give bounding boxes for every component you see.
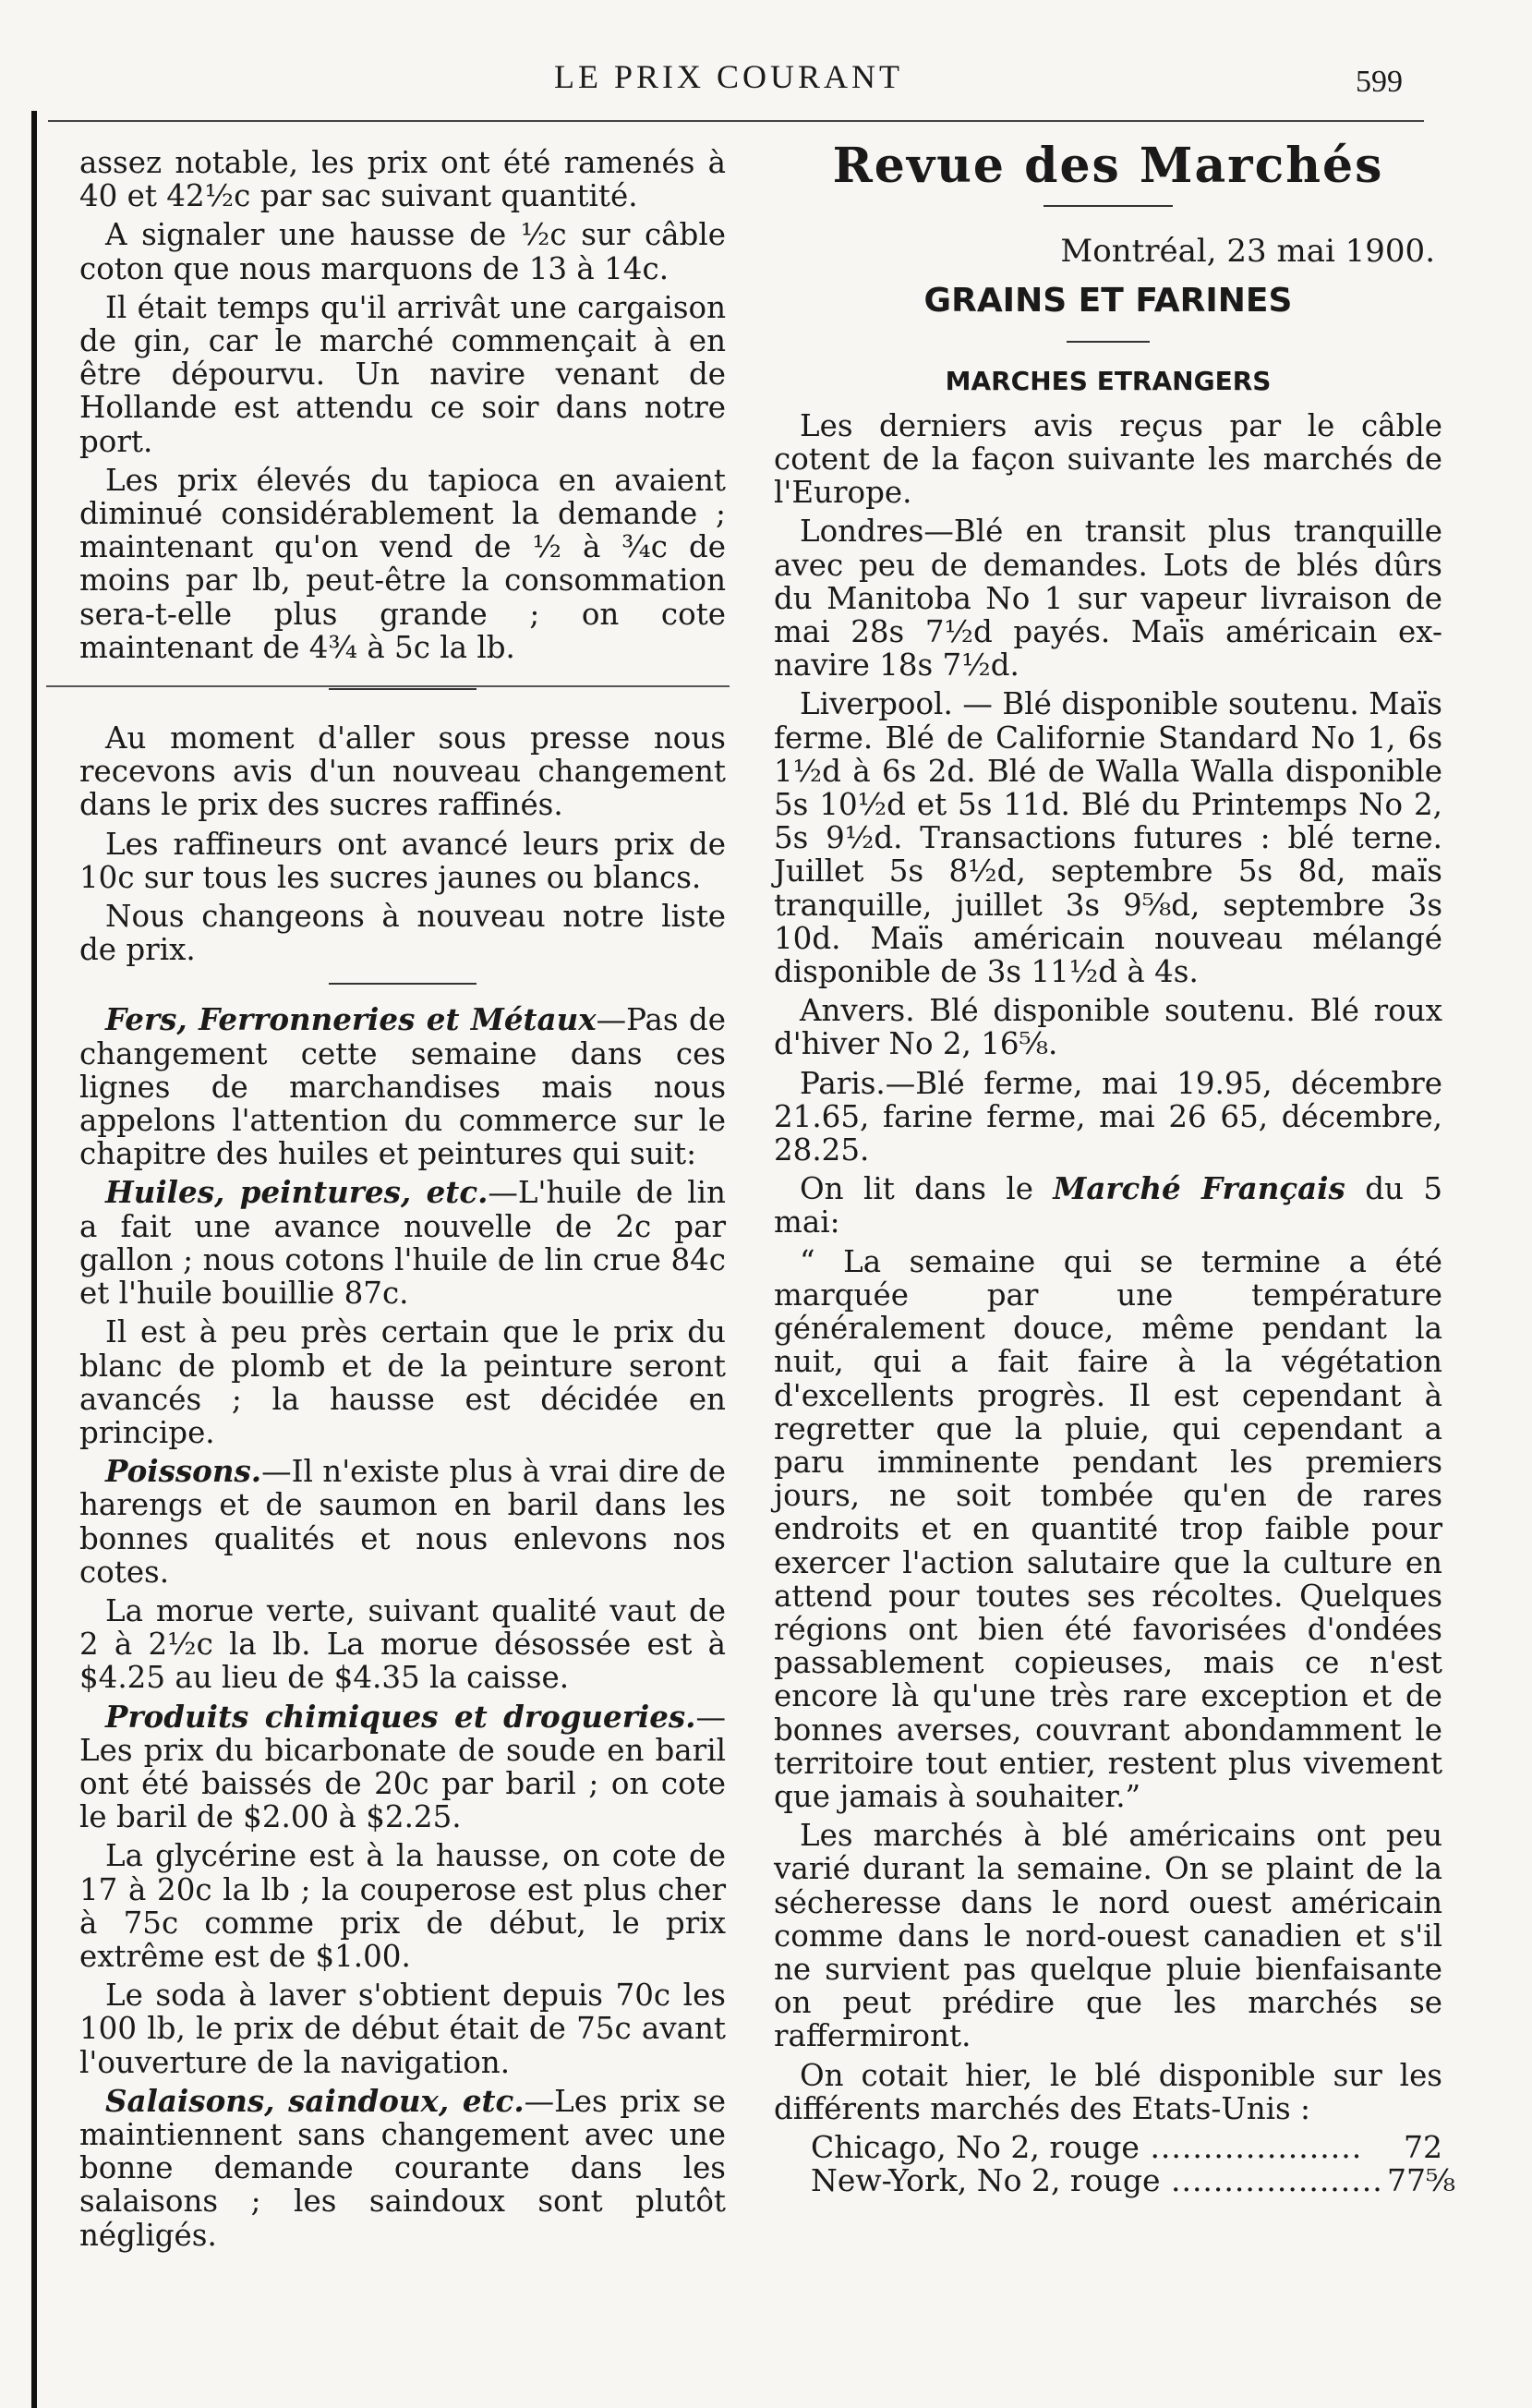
section-heading: Fers, Ferronneries et Métaux [105,1001,597,1038]
price-value: 72 [1404,2128,1442,2165]
section-text: Le soda à laver s'obtient depuis 70c les 100 lb, le prix de début était de 75c avant l'ouverture de la navigation. [79,1978,726,2080]
section-text: —Pas de changement cette semaine dans ces lignes de marchandises mais nous appelons l'attention du commerce sur le chapitre des huiles et peintures qui suit: [79,1002,726,1172]
price-row [774,2128,1442,2165]
price-value: 77⅝ [1387,2162,1455,2199]
short-rule [329,983,476,985]
paragraph: Londres—Blé en transit plus tranquille avec peu de demandes. Lots de blés dûrs du Manitoba No 1 sur vapeur livraison de mai 28s 7½d payés. Maïs américain ex-navire 18s 7½d. [774,514,1442,684]
paragraph: Il était temps qu'il arrivât une cargaison de gin, car le marché commençait à en être dépourvu. Un navire venant de Hollande est attendu ce soir dans notre port. [79,289,726,459]
price-label: Chicago, No 2, rouge ..... [811,2131,1387,2164]
quotation: “ La semaine qui se termine a été marquée par une température généralement douce, même pendant la nuit, qui a fait faire à la végétation d'excellents progrès. Il est cependant à regretter que la pluie, qui cependant a paru imminente pendant les premiers jours, ne soit tombée qu'en de rares endroits et en quantité trop faible pour exercer l'action salutaire que la culture en attend pour toutes ses récoltes. Quelques régions ont bien été favorisées d'ondées passablement copieuses, mais ce n'est encore là qu'une très rare exception et de bonnes averses, couvrant abondamment le territoire tout entier, restent plus vivement que jamais à souhaiter.” [774,1243,1442,1814]
running-title: LE PRIX COURANT [554,58,904,95]
short-rule [329,688,476,690]
short-rule [1043,205,1173,207]
section-heading: Poissons. [105,1453,262,1490]
section-title: GRAINS ET FARINES [923,282,1293,321]
paragraph: Anvers. Blé disponible soutenu. Blé roux d'hiver No 2, 16⅝. [774,993,1442,1062]
notice-paragraph: Les raffineurs ont avancé leurs prix de 10c sur tous les sucres jaunes ou blancs. [79,826,726,895]
paragraph: Liverpool. — Blé disponible soutenu. Maïs ferme. Blé de Californie Standard No 1, 6s 1½d à 6s 2d. Blé de Walla Walla disponible 5s 10½d et 5s 11d. Blé du Printemps No 2, 5s 9½d. Transactions futures : blé terne. Juillet 5s 8½d, septembre 5s 8d, maïs tranquille, juillet 3s 9⅝d, septembre 3s 10d. Maïs américain nouveau mélangé disponible de 3s 11½d à 4s. [774,686,1442,990]
paragraph: Les marchés à blé américains ont peu varié durant la semaine. On se plaint de la sécheresse dans le nord ouest américain comme dans le nord-ouest canadien et s'il ne survient pas quelque pluie bienfaisante on peut prédire que les marchés se raffermiront. [774,1818,1442,2054]
section-text: —Les prix du bicarbonate de soude en baril ont été baissés de 20c par baril ; on cote le baril de $2.00 à $2.25. [79,1699,726,1835]
page-edge-rule [31,111,37,2408]
market-section [79,2082,726,2253]
section-heading: Salaisons, saindoux, etc. [105,2082,525,2119]
section-text: La morue verte, suivant qualité vaut de 2 à 2½c la lb. La morue désossée est à $4.25 au lieu de $4.35 la caisse. [79,1592,726,1696]
section-heading: Produits chimiques et drogueries. [105,1698,696,1735]
section-text: Il est à peu près certain que le prix du blanc de plomb et de la peinture seront avancés ; la hausse est décidée en principe. [79,1314,726,1450]
notice-paragraph: Nous changeons à nouveau notre liste de prix. [79,899,726,968]
quote-intro [774,1172,1442,1239]
paragraph: Paris.—Blé ferme, mai 19.95, décembre 21.65, farine ferme, mai 26 65, décembre, 28.25. [774,1065,1442,1168]
market-section [79,1594,726,1695]
paragraph: Les derniers avis reçus par le câble cotent de la façon suivante les marchés de l'Europe. [774,407,1442,511]
price-row [774,2162,1455,2199]
market-section [79,1003,726,1170]
market-section [79,1455,726,1589]
subsection-title: MARCHES ETRANGERS [945,365,1272,396]
paragraph: A signaler une hausse de ½c sur câble coton que nous marquons de 13 à 14c. [79,217,726,286]
quote-source: Marché Français [1053,1170,1345,1207]
page-number: 599 [1356,65,1403,99]
section-text: La glycérine est à la hausse, on cote de 17 à 20c la lb ; la couperose est plus cher à 75c comme prix de début, le prix extrême est de $1.00. [79,1838,726,1974]
quote-intro-text: On lit dans le [800,1171,1054,1207]
section-text: —L'huile de lin a fait une avance nouvelle de 2c par gallon ; nous cotons l'huile de lin crue 84c et l'huile bouillie 87c. [79,1175,726,1312]
left-column [79,146,726,2257]
market-section [79,1978,726,2079]
price-list [774,2128,1455,2199]
notice-paragraph: Au moment d'aller sous presse nous recevons avis d'un nouveau changement dans le prix des sucres raffinés. [79,720,726,823]
right-column [774,138,1455,2199]
dateline: Montréal, 23 mai 1900. [1060,233,1435,271]
section-text: —Il n'existe plus à vrai dire de harengs et de saumon en baril dans les bonnes qualités et nous enlevons nos cotes. [79,1454,726,1590]
short-rule [1067,341,1150,343]
price-label: New-York, No 2, rouge ..... [811,2164,1387,2197]
quote-intro-text: du 5 mai: [774,1171,1443,1240]
section-heading: Huiles, peintures, etc. [105,1174,489,1211]
header-rule [48,120,1424,122]
market-section [79,1176,726,1310]
market-section [79,1315,726,1449]
paragraph: Les prix élevés du tapioca en avaient diminué considérablement la demande ; maintenant qu'on vend de ½ à ¾c de moins par lb, peut-être la consommation sera-t-elle plus grande ; on cote maintenant de 4¾ à 5c la lb. [79,462,726,665]
article-title: Revue des Marchés [832,138,1384,194]
paragraph: On cotait hier, le blé disponible sur les différents marchés des Etats-Unis : [774,2057,1442,2126]
paragraph: assez notable, les prix ont été ramenés à 40 et 42½c par sac suivant quantité. [79,145,726,214]
section-text: —Les prix se maintiennent sans changement avec une bonne demande courante dans les salaisons ; les saindoux sont plutôt négligés. [79,2083,726,2253]
market-section [79,1700,726,1834]
market-section [79,1839,726,1973]
